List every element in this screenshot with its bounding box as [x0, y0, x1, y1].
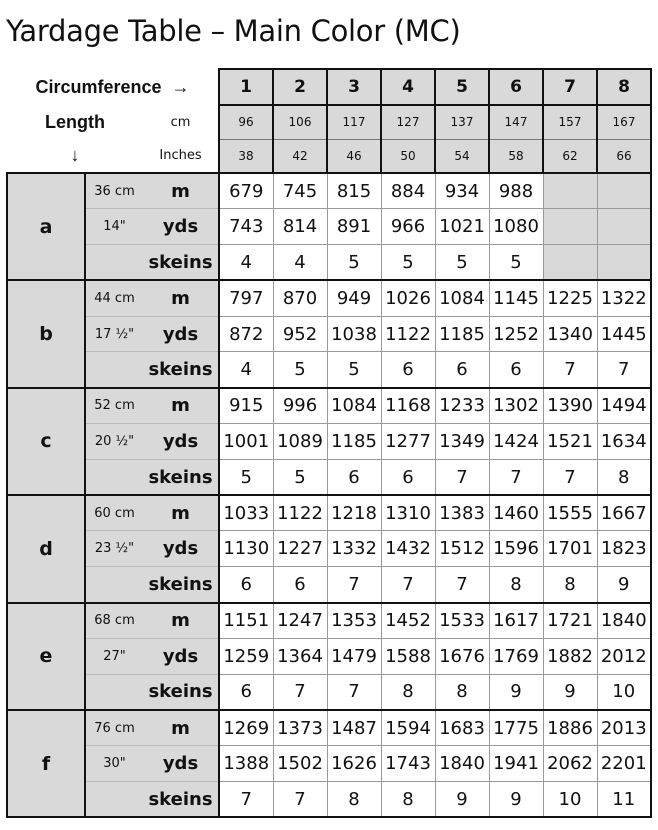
table-cell: 1151 [219, 603, 273, 639]
table-row [7, 603, 651, 639]
table-cell [543, 173, 597, 209]
table-cell: 1840 [435, 746, 489, 782]
table-cell: 797 [219, 280, 273, 316]
table-cell: 1233 [435, 388, 489, 424]
table-cell: 1555 [543, 495, 597, 531]
table-cell [597, 245, 651, 281]
length-size-label: f [7, 710, 85, 817]
table-cell: 1521 [543, 424, 597, 460]
table-row [7, 388, 651, 424]
table-cell: 2201 [597, 746, 651, 782]
table-cell: 1225 [543, 280, 597, 316]
table-cell: 5 [435, 245, 489, 281]
table-cell: 1033 [219, 495, 273, 531]
unit-label: yds [143, 531, 219, 567]
table-cell: 5 [327, 352, 381, 388]
table-cell: 1452 [381, 603, 435, 639]
table-cell [597, 173, 651, 209]
length-inches: 14" [85, 209, 143, 245]
table-cell: 6 [381, 352, 435, 388]
table-cell: 679 [219, 173, 273, 209]
table-cell: 743 [219, 209, 273, 245]
length-size-label: b [7, 280, 85, 387]
down-arrow-icon: ↓ [7, 139, 143, 173]
table-row [7, 280, 651, 316]
table-cell: 1089 [273, 424, 327, 460]
unit-label: yds [143, 316, 219, 352]
table-cell: 9 [597, 567, 651, 603]
table-cell: 1886 [543, 710, 597, 746]
table-cell: 4 [219, 245, 273, 281]
unit-label: yds [143, 209, 219, 245]
table-row [7, 352, 651, 388]
table-cell: 8 [381, 674, 435, 710]
table-cell: 1882 [543, 638, 597, 674]
table-cell: 1502 [273, 746, 327, 782]
table-cell: 5 [327, 245, 381, 281]
table-row [7, 746, 651, 782]
table-row [7, 459, 651, 495]
page-title: Yardage Table – Main Color (MC) [6, 14, 461, 48]
table-cell: 7 [381, 567, 435, 603]
table-cell: 1424 [489, 424, 543, 460]
length-inches: 23 ½" [85, 531, 143, 567]
table-cell: 1322 [597, 280, 651, 316]
size-header: 5 [435, 69, 489, 105]
table-cell: 1701 [543, 531, 597, 567]
table-cell: 9 [543, 674, 597, 710]
circumference-inches: 54 [435, 139, 489, 173]
table-cell: 949 [327, 280, 381, 316]
table-cell: 1259 [219, 638, 273, 674]
table-cell: 884 [381, 173, 435, 209]
table-cell: 1084 [327, 388, 381, 424]
length-cm: 36 cm [85, 173, 143, 209]
table-cell: 8 [435, 674, 489, 710]
length-inches: 17 ½" [85, 316, 143, 352]
table-cell: 1634 [597, 424, 651, 460]
circumference-cm: 167 [597, 105, 651, 139]
length-label: Length [7, 105, 143, 139]
table-cell: 1084 [435, 280, 489, 316]
length-cm: 68 cm [85, 603, 143, 639]
size-header: 3 [327, 69, 381, 105]
table-cell: 1080 [489, 209, 543, 245]
unit-label: yds [143, 746, 219, 782]
table-row [7, 638, 651, 674]
unit-label: yds [143, 638, 219, 674]
table-cell: 1617 [489, 603, 543, 639]
unit-label: m [143, 173, 219, 209]
length-blank [85, 782, 143, 818]
size-header: 1 [219, 69, 273, 105]
header-size-row [7, 69, 651, 105]
table-cell: 872 [219, 316, 273, 352]
circumference-cm: 106 [273, 105, 327, 139]
table-cell: 9 [489, 674, 543, 710]
size-header: 7 [543, 69, 597, 105]
table-cell: 1122 [273, 495, 327, 531]
table-cell: 1021 [435, 209, 489, 245]
table-cell: 2062 [543, 746, 597, 782]
unit-label: m [143, 388, 219, 424]
table-cell: 5 [219, 459, 273, 495]
table-cell: 1145 [489, 280, 543, 316]
table-cell: 996 [273, 388, 327, 424]
table-row [7, 316, 651, 352]
table-cell: 1252 [489, 316, 543, 352]
table-cell: 1479 [327, 638, 381, 674]
table-cell: 8 [489, 567, 543, 603]
table-row [7, 674, 651, 710]
table-cell: 1588 [381, 638, 435, 674]
table-cell: 7 [435, 567, 489, 603]
unit-label: skeins [143, 567, 219, 603]
table-cell: 10 [597, 674, 651, 710]
unit-label: skeins [143, 245, 219, 281]
table-cell: 891 [327, 209, 381, 245]
right-arrow-icon: → [171, 76, 190, 97]
table-cell: 952 [273, 316, 327, 352]
table-cell [543, 209, 597, 245]
circumference-cm: 137 [435, 105, 489, 139]
circumference-cm: 96 [219, 105, 273, 139]
length-blank [85, 567, 143, 603]
length-cm: 52 cm [85, 388, 143, 424]
length-blank [85, 352, 143, 388]
table-row [7, 710, 651, 746]
table-cell: 1594 [381, 710, 435, 746]
table-cell: 1432 [381, 531, 435, 567]
table-cell: 1533 [435, 603, 489, 639]
length-blank [85, 674, 143, 710]
unit-label: m [143, 710, 219, 746]
table-cell: 1026 [381, 280, 435, 316]
length-size-label: a [7, 173, 85, 280]
length-cm: 44 cm [85, 280, 143, 316]
table-cell: 1185 [327, 424, 381, 460]
table-cell: 1364 [273, 638, 327, 674]
circumference-inches: 42 [273, 139, 327, 173]
table-cell: 1122 [381, 316, 435, 352]
table-cell: 7 [327, 674, 381, 710]
table-row [7, 424, 651, 460]
table-cell: 1487 [327, 710, 381, 746]
table-cell: 7 [273, 674, 327, 710]
table-cell: 6 [219, 674, 273, 710]
table-cell: 1388 [219, 746, 273, 782]
table-cell: 7 [543, 352, 597, 388]
table-cell: 1247 [273, 603, 327, 639]
table-cell: 1494 [597, 388, 651, 424]
table-cell: 1353 [327, 603, 381, 639]
unit-label: m [143, 495, 219, 531]
table-cell: 814 [273, 209, 327, 245]
table-cell: 1001 [219, 424, 273, 460]
table-cell: 1383 [435, 495, 489, 531]
table-cell: 988 [489, 173, 543, 209]
table-cell: 934 [435, 173, 489, 209]
table-cell: 1038 [327, 316, 381, 352]
unit-label: yds [143, 424, 219, 460]
table-cell: 6 [219, 567, 273, 603]
table-cell: 1168 [381, 388, 435, 424]
length-blank [85, 459, 143, 495]
table-cell: 1676 [435, 638, 489, 674]
unit-label: m [143, 280, 219, 316]
header-cm-row [7, 105, 651, 139]
inches-label: Inches [143, 139, 219, 173]
table-cell: 1596 [489, 531, 543, 567]
header-inch-row [7, 139, 651, 173]
size-header: 6 [489, 69, 543, 105]
unit-label: skeins [143, 459, 219, 495]
size-header: 4 [381, 69, 435, 105]
circumference-text: Circumference [35, 76, 162, 97]
table-cell: 1332 [327, 531, 381, 567]
cm-label: cm [143, 105, 219, 139]
table-cell: 6 [273, 567, 327, 603]
table-cell: 4 [219, 352, 273, 388]
table-cell: 1218 [327, 495, 381, 531]
table-cell: 1185 [435, 316, 489, 352]
circumference-cm: 157 [543, 105, 597, 139]
table-cell: 7 [489, 459, 543, 495]
table-cell: 7 [543, 459, 597, 495]
circumference-cm: 117 [327, 105, 381, 139]
table-cell: 5 [381, 245, 435, 281]
table-cell: 6 [381, 459, 435, 495]
table-row [7, 245, 651, 281]
table-cell: 9 [435, 782, 489, 818]
table-cell: 1302 [489, 388, 543, 424]
size-header: 8 [597, 69, 651, 105]
table-cell: 1227 [273, 531, 327, 567]
table-cell: 1941 [489, 746, 543, 782]
table-cell: 1683 [435, 710, 489, 746]
table-cell: 8 [597, 459, 651, 495]
table-cell: 1512 [435, 531, 489, 567]
table-cell: 966 [381, 209, 435, 245]
table-row [7, 531, 651, 567]
table-cell: 1390 [543, 388, 597, 424]
circumference-inches: 50 [381, 139, 435, 173]
table-cell: 6 [489, 352, 543, 388]
length-size-label: d [7, 495, 85, 602]
table-cell: 1743 [381, 746, 435, 782]
table-cell: 9 [489, 782, 543, 818]
table-cell: 5 [273, 459, 327, 495]
table-cell: 6 [435, 352, 489, 388]
length-inches: 30" [85, 746, 143, 782]
circumference-label [7, 69, 219, 105]
table-row [7, 209, 651, 245]
table-cell: 5 [489, 245, 543, 281]
table-cell: 7 [327, 567, 381, 603]
table-cell: 8 [327, 782, 381, 818]
table-cell: 7 [273, 782, 327, 818]
table-cell: 1823 [597, 531, 651, 567]
circumference-inches: 58 [489, 139, 543, 173]
table-cell: 1310 [381, 495, 435, 531]
table-cell: 2013 [597, 710, 651, 746]
length-size-label: e [7, 603, 85, 710]
table-cell: 8 [381, 782, 435, 818]
table-cell: 1769 [489, 638, 543, 674]
table-cell: 2012 [597, 638, 651, 674]
table-cell: 1460 [489, 495, 543, 531]
circumference-cm: 127 [381, 105, 435, 139]
table-row [7, 567, 651, 603]
length-inches: 20 ½" [85, 424, 143, 460]
length-cm: 60 cm [85, 495, 143, 531]
table-cell: 815 [327, 173, 381, 209]
table-cell: 1130 [219, 531, 273, 567]
table-cell: 1349 [435, 424, 489, 460]
table-cell: 1445 [597, 316, 651, 352]
unit-label: skeins [143, 674, 219, 710]
table-cell: 1667 [597, 495, 651, 531]
table-cell: 7 [597, 352, 651, 388]
table-row [7, 495, 651, 531]
unit-label: skeins [143, 352, 219, 388]
length-cm: 76 cm [85, 710, 143, 746]
size-header: 2 [273, 69, 327, 105]
table-cell: 1277 [381, 424, 435, 460]
table-cell: 1626 [327, 746, 381, 782]
table-cell: 1269 [219, 710, 273, 746]
table-cell: 870 [273, 280, 327, 316]
table-cell: 915 [219, 388, 273, 424]
length-blank [85, 245, 143, 281]
unit-label: m [143, 603, 219, 639]
circumference-inches: 38 [219, 139, 273, 173]
table-cell [597, 209, 651, 245]
table-cell: 8 [543, 567, 597, 603]
table-cell: 1373 [273, 710, 327, 746]
table-cell [543, 245, 597, 281]
table-row [7, 782, 651, 818]
table-cell: 745 [273, 173, 327, 209]
table-cell: 4 [273, 245, 327, 281]
circumference-inches: 62 [543, 139, 597, 173]
table-cell: 1840 [597, 603, 651, 639]
circumference-inches: 66 [597, 139, 651, 173]
table-cell: 7 [219, 782, 273, 818]
table-cell: 11 [597, 782, 651, 818]
table-cell: 6 [327, 459, 381, 495]
length-inches: 27" [85, 638, 143, 674]
table-cell: 10 [543, 782, 597, 818]
length-size-label: c [7, 388, 85, 495]
circumference-inches: 46 [327, 139, 381, 173]
table-cell: 1721 [543, 603, 597, 639]
table-cell: 7 [435, 459, 489, 495]
circumference-cm: 147 [489, 105, 543, 139]
table-cell: 1775 [489, 710, 543, 746]
table-cell: 1340 [543, 316, 597, 352]
table-row [7, 173, 651, 209]
unit-label: skeins [143, 782, 219, 818]
yardage-table [6, 68, 652, 818]
table-cell: 5 [273, 352, 327, 388]
